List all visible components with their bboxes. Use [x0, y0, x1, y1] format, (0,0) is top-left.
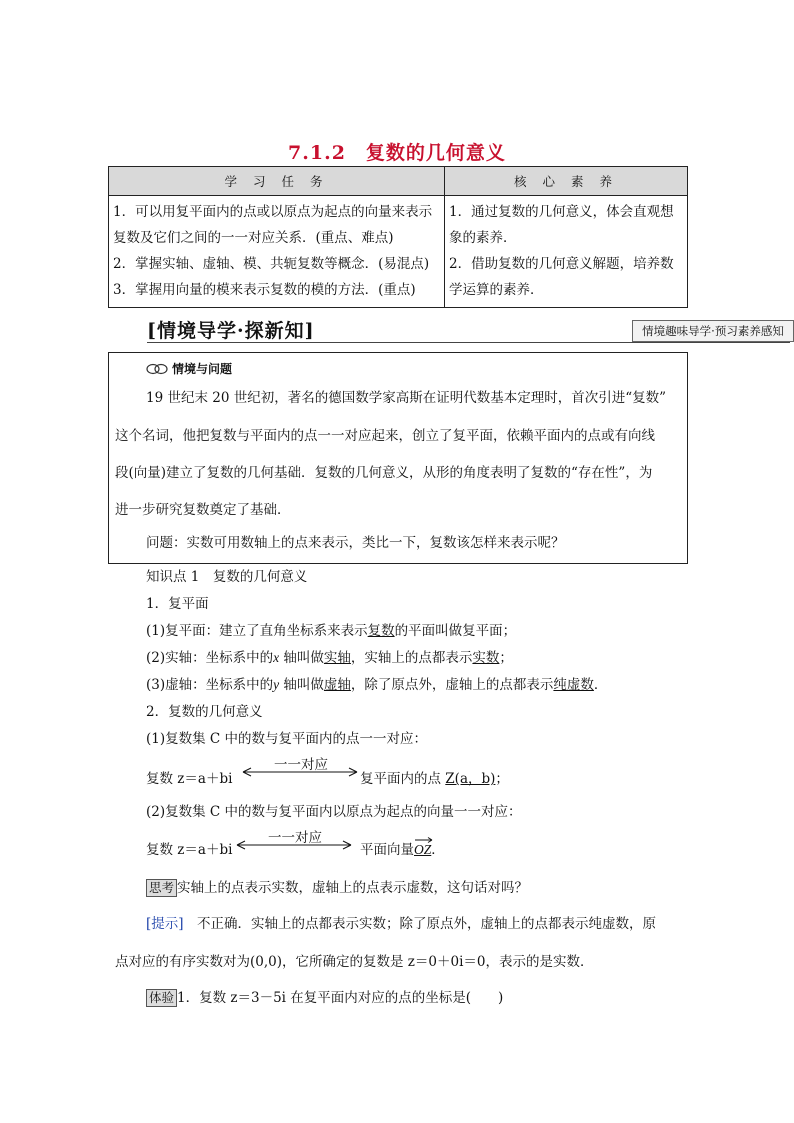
- correspondence-vectors: (2)复数集 C 中的数与复平面内以原点为起点的向量一一对应：: [146, 804, 522, 820]
- objectives-table: [108, 166, 688, 308]
- definition-imaginary-axis: (3)虚轴：坐标系中的y 轴叫做虚轴，除了原点外，虚轴上的点都表示纯虚数．: [146, 677, 608, 693]
- map1-arrow-label: 一一对应: [274, 757, 328, 773]
- definition-real-axis: (2)实轴：坐标系中的x 轴叫做实轴，实轴上的点都表示实数；: [146, 650, 513, 666]
- page-title: 7.1.2 复数的几何意义: [288, 142, 506, 164]
- literacy-line: 学运算的素养．: [449, 282, 544, 298]
- table-header-literacy: 核 心 素 养: [445, 167, 688, 196]
- section-divider: [147, 342, 790, 343]
- knowledge-point-title: 知识点 1 复数的几何意义: [146, 569, 308, 585]
- handshake-icon: [146, 363, 168, 375]
- vector-arrow-icon: [414, 836, 434, 843]
- subsection-title: 1．复平面: [146, 596, 209, 612]
- literacy-line: 1．通过复数的几何意义，体会直观想: [449, 204, 674, 220]
- double-arrow-icon: [240, 766, 360, 778]
- situation-line: 19 世纪末 20 世纪初，著名的德国数学家高斯在证明代数基本定理时，首次引进“复数”: [146, 390, 667, 406]
- literacy-line: 象的素养．: [449, 230, 517, 246]
- section-heading: [情境导学·探新知]: [147, 320, 315, 342]
- hint-line: [提示] 不正确．实轴上的点都表示实数；除了原点外，虚轴上的点都表示纯虚数，原: [146, 916, 657, 932]
- map2-left: 复数 z＝a＋bi: [146, 842, 233, 858]
- situation-question: 问题：实数可用数轴上的点来表示，类比一下，复数该怎样来表示呢？: [146, 535, 565, 551]
- definition-complex-plane: (1)复平面：建立了直角坐标系来表示复数的平面叫做复平面；: [146, 623, 517, 639]
- correspondence-points: (1)复数集 C 中的数与复平面内的点一一对应：: [146, 731, 428, 747]
- situation-line: 段(向量)建立了复数的几何基础．复数的几何意义，从形的角度表明了复数的“存在性”，为: [115, 465, 653, 481]
- task-line: 复数及它们之间的一一对应关系．(重点、难点): [113, 230, 394, 246]
- situation-line: 进一步研究复数奠定了基础．: [115, 502, 291, 518]
- map1-left: 复数 z＝a＋bi: [146, 771, 233, 787]
- tasks-cell: [109, 196, 445, 308]
- literacy-line: 2．借助复数的几何意义解题，培养数: [449, 256, 674, 272]
- double-arrow-icon: [234, 839, 354, 851]
- think-label: 思考: [146, 879, 177, 897]
- exercise-block: [146, 986, 503, 1007]
- task-line: 2．掌握实轴、虚轴、模、共轭复数等概念．(易混点): [113, 256, 430, 272]
- think-block: [146, 876, 528, 897]
- situation-line: 这个名词，他把复数与平面内的点一一对应起来，创立了复平面，依赖平面内的点或有向线: [115, 428, 655, 444]
- table-header-tasks: 学 习 任 务: [109, 167, 445, 196]
- exercise-label: 体验: [146, 989, 177, 1007]
- map1-right: 复平面内的点 Z(a，b)；: [360, 771, 509, 787]
- section-tag: 情境趣味导学·预习素养感知: [632, 320, 794, 342]
- subsection-title: 2．复数的几何意义: [146, 704, 263, 720]
- task-line: 3．掌握用向量的模来表示复数的模的方法．(重点): [113, 282, 416, 298]
- hint-line: 点对应的有序实数对为(0,0)，它所确定的复数是 z＝0＋0i＝0，表示的是实数．: [115, 954, 594, 970]
- map2-arrow-label: 一一对应: [268, 830, 322, 846]
- think-text: 实轴上的点表示实数，虚轴上的点表示虚数，这句话对吗？: [177, 880, 529, 896]
- exercise-text: 1．复数 z＝3－5i 在复平面内对应的点的坐标是( ): [177, 990, 504, 1006]
- task-line: 1．可以用复平面内的点或以原点为起点的向量来表示: [113, 204, 433, 220]
- hint-label: [提示]: [146, 916, 184, 932]
- situation-header: [146, 360, 232, 377]
- map2-right: 平面向量 OZ．: [360, 838, 445, 858]
- situation-head-label: 情境与问题: [172, 362, 233, 376]
- literacy-cell: [445, 196, 688, 308]
